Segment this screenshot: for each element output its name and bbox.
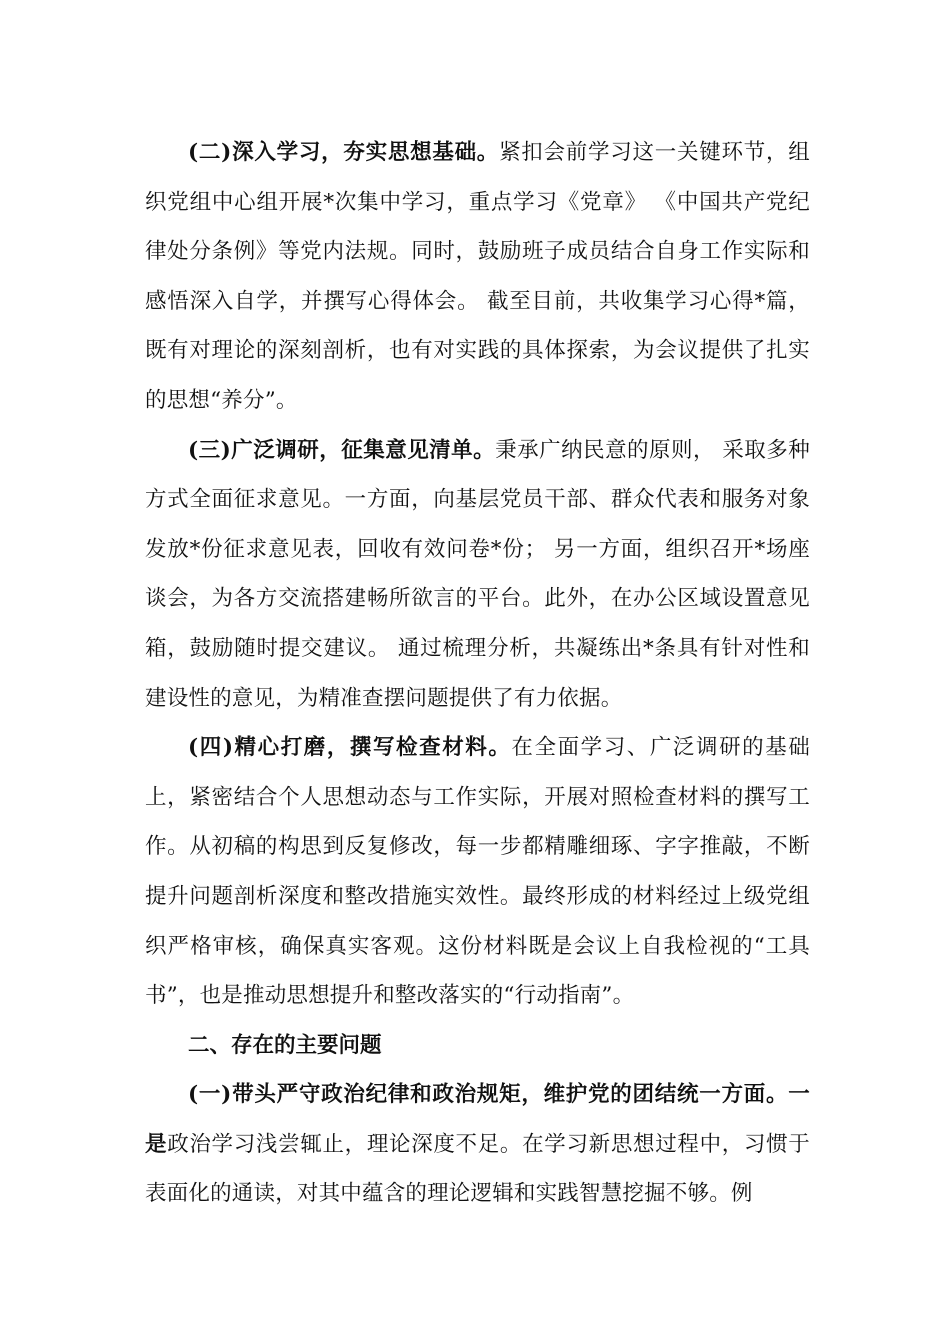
paragraph-materials — [145, 723, 810, 1021]
paragraph-lead: (二)深入学习，夯实思想基础。 — [188, 140, 500, 165]
paragraph-lead: (一)带头严守政治纪律和政治规矩，维护党的团结统一方面。一是 — [145, 1082, 810, 1157]
paragraph-problems — [145, 1070, 810, 1219]
paragraph-lead: (四)精心打磨，撰写检查材料。 — [188, 735, 512, 761]
paragraph-body: 秉承广纳民意的原则， 采取多种方式全面征求意见。一方面，向基层党员干部、群众代表和服务对象发放*份征求意见表，回收有效问卷*份； 另一方面，组织召开*场座谈会，为各方交流搭建畅所欲言的平台。此外，在办公区域设置意见箱，鼓励随时提交建议。 通过梳理分析，共凝练出*条具有针对性和建设性的意见，为精准查摆问题提供了有力依据。 — [145, 437, 810, 711]
document-page — [145, 128, 810, 1219]
paragraph-body: 政治学习浅尝辄止，理论深度不足。在学习新思想过程中，习惯于表面化的通读，对其中蕴含的理论逻辑和实践智慧挖掘不够。例 — [145, 1131, 810, 1207]
paragraph-body: 在全面学习、广泛调研的基础上，紧密结合个人思想动态与工作实际，开展对照检查材料的撰写工作。从初稿的构思到反复修改，每一步都精雕细琢、字字推敲，不断提升问题剖析深度和整改措施实效性。最终形成的材料经过上级党组织严格审核，确保真实客观。这份材料既是会议上自我检视的“工具书”，也是推动思想提升和整改落实的“行动指南”。 — [145, 735, 810, 1009]
paragraph-lead: (三)广泛调研，征集意见清单。 — [188, 437, 496, 463]
section-heading: 二、存在的主要问题 — [188, 1032, 382, 1058]
paragraph-research — [145, 426, 810, 724]
paragraph-study — [145, 128, 810, 426]
paragraph-body: 紧扣会前学习这一关键环节，组织党组中心组开展*次集中学习，重点学习《党章》 《中国共产党纪律处分条例》等党内法规。同时，鼓励班子成员结合自身工作实际和感悟深入自学，并撰写心得体会。 截至目前，共收集学习心得*篇，既有对理论的深刻剖析，也有对实践的具体探索，为会议提供了扎实的思想“养分”。 — [145, 140, 810, 413]
